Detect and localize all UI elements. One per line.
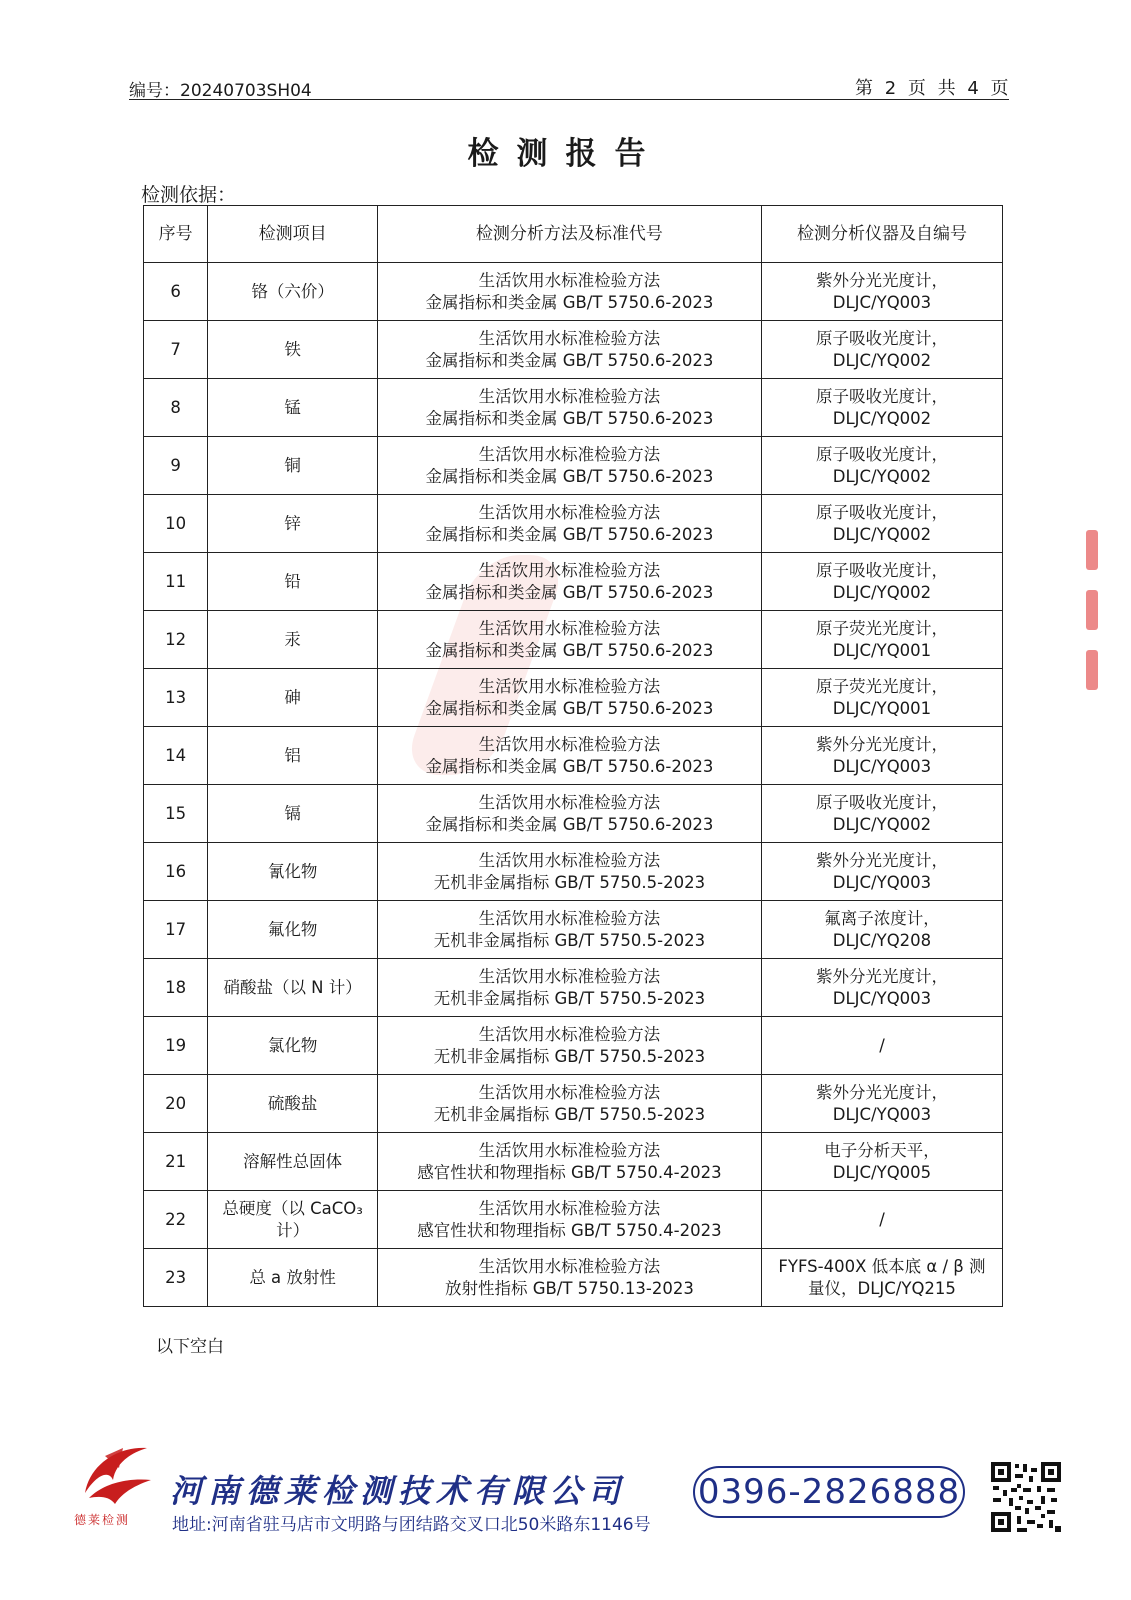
test-method-line: 生活饮用水标准检验方法 xyxy=(478,618,661,638)
row-number: 15 xyxy=(144,785,208,843)
table-row xyxy=(144,1133,1003,1191)
row-number: 19 xyxy=(144,1017,208,1075)
test-method-line: 金属指标和类金属 GB/T 5750.6-2023 xyxy=(425,350,714,370)
test-item: 铬（六价） xyxy=(208,263,378,321)
row-number: 18 xyxy=(144,959,208,1017)
instrument-line: DLJC/YQ003 xyxy=(832,988,932,1008)
instrument-cell xyxy=(761,495,1002,553)
qr-code-icon xyxy=(989,1460,1063,1534)
test-method-line: 无机非金属指标 GB/T 5750.5-2023 xyxy=(433,930,706,950)
test-method-line: 生活饮用水标准检验方法 xyxy=(478,734,661,754)
test-method-line: 金属指标和类金属 GB/T 5750.6-2023 xyxy=(425,582,714,602)
test-item: 总 a 放射性 xyxy=(208,1249,378,1307)
test-method-cell xyxy=(377,495,761,553)
instrument-line: DLJC/YQ003 xyxy=(832,756,932,776)
test-item: 总硬度（以 CaCO₃ 计） xyxy=(208,1191,378,1249)
table-row xyxy=(144,1249,1003,1307)
test-item: 锌 xyxy=(208,495,378,553)
test-method-line: 感官性状和物理指标 GB/T 5750.4-2023 xyxy=(417,1162,722,1182)
instrument-cell xyxy=(761,843,1002,901)
test-method-line: 金属指标和类金属 GB/T 5750.6-2023 xyxy=(425,756,714,776)
instrument-line: DLJC/YQ002 xyxy=(832,582,932,602)
instrument-line: DLJC/YQ002 xyxy=(832,350,932,370)
instrument-line: 原子吸收光度计， xyxy=(815,792,948,812)
test-method-line: 生活饮用水标准检验方法 xyxy=(478,560,661,580)
column-header-item: 检测项目 xyxy=(208,206,378,263)
instrument-line: / xyxy=(879,1209,885,1229)
row-number: 9 xyxy=(144,437,208,495)
instrument-line: DLJC/YQ002 xyxy=(832,524,932,544)
table-row xyxy=(144,553,1003,611)
seam-seal xyxy=(1086,530,1104,740)
test-item: 硝酸盐（以 N 计） xyxy=(208,959,378,1017)
test-method-cell xyxy=(377,263,761,321)
table-row xyxy=(144,379,1003,437)
instrument-line: DLJC/YQ001 xyxy=(832,698,932,718)
test-method-line: 生活饮用水标准检验方法 xyxy=(478,676,661,696)
instrument-line: DLJC/YQ003 xyxy=(832,1104,932,1124)
instrument-line: 电子分析天平， xyxy=(824,1140,940,1160)
table-row xyxy=(144,495,1003,553)
row-number: 7 xyxy=(144,321,208,379)
instrument-line: 紫外分光光度计， xyxy=(815,850,948,870)
table-row xyxy=(144,843,1003,901)
test-method-line: 无机非金属指标 GB/T 5750.5-2023 xyxy=(433,988,706,1008)
test-item: 砷 xyxy=(208,669,378,727)
test-method-line: 生活饮用水标准检验方法 xyxy=(478,1140,661,1160)
row-number: 21 xyxy=(144,1133,208,1191)
instrument-cell xyxy=(761,611,1002,669)
test-item: 镉 xyxy=(208,785,378,843)
table-body xyxy=(144,263,1003,1307)
test-method-cell xyxy=(377,727,761,785)
instrument-line: 原子荧光光度计， xyxy=(815,618,948,638)
instrument-line: DLJC/YQ001 xyxy=(832,640,932,660)
test-method-cell xyxy=(377,611,761,669)
test-method-line: 金属指标和类金属 GB/T 5750.6-2023 xyxy=(425,640,714,660)
test-method-line: 无机非金属指标 GB/T 5750.5-2023 xyxy=(433,1104,706,1124)
test-item: 氟化物 xyxy=(208,901,378,959)
test-method-line: 生活饮用水标准检验方法 xyxy=(478,1024,661,1044)
test-method-cell xyxy=(377,553,761,611)
logo-caption: 德莱检测 xyxy=(74,1513,131,1527)
test-method-line: 金属指标和类金属 GB/T 5750.6-2023 xyxy=(425,524,714,544)
table-row xyxy=(144,321,1003,379)
test-method-cell xyxy=(377,669,761,727)
test-method-cell xyxy=(377,843,761,901)
test-method-line: 生活饮用水标准检验方法 xyxy=(478,850,661,870)
instrument-cell xyxy=(761,1191,1002,1249)
row-number: 23 xyxy=(144,1249,208,1307)
column-header-instrument: 检测分析仪器及自编号 xyxy=(761,206,1002,263)
table-row xyxy=(144,1075,1003,1133)
column-header-no: 序号 xyxy=(144,206,208,263)
test-method-cell xyxy=(377,1249,761,1307)
instrument-line: DLJC/YQ002 xyxy=(832,466,932,486)
test-item: 锰 xyxy=(208,379,378,437)
test-method-line: 生活饮用水标准检验方法 xyxy=(478,386,661,406)
table-row xyxy=(144,785,1003,843)
row-number: 11 xyxy=(144,553,208,611)
instrument-line: DLJC/YQ002 xyxy=(832,814,932,834)
instrument-line: 紫外分光光度计， xyxy=(815,270,948,290)
report-number: 编号：20240703SH04 xyxy=(129,81,312,101)
table-header-row xyxy=(144,206,1003,263)
instrument-cell xyxy=(761,1075,1002,1133)
test-method-line: 无机非金属指标 GB/T 5750.5-2023 xyxy=(433,1046,706,1066)
instrument-cell xyxy=(761,727,1002,785)
test-item: 氯化物 xyxy=(208,1017,378,1075)
test-method-line: 无机非金属指标 GB/T 5750.5-2023 xyxy=(433,872,706,892)
table-row xyxy=(144,611,1003,669)
instrument-line: 原子吸收光度计， xyxy=(815,560,948,580)
instrument-cell xyxy=(761,379,1002,437)
instrument-cell xyxy=(761,669,1002,727)
test-method-line: 金属指标和类金属 GB/T 5750.6-2023 xyxy=(425,408,714,428)
instrument-line: 紫外分光光度计， xyxy=(815,966,948,986)
company-name: 河南德莱检测技术有限公司 xyxy=(170,1472,627,1510)
instrument-cell xyxy=(761,959,1002,1017)
test-method-line: 生活饮用水标准检验方法 xyxy=(478,1198,661,1218)
test-item: 氰化物 xyxy=(208,843,378,901)
instrument-line: DLJC/YQ003 xyxy=(832,292,932,312)
test-method-line: 感官性状和物理指标 GB/T 5750.4-2023 xyxy=(417,1220,722,1240)
instrument-line: DLJC/YQ208 xyxy=(832,930,932,950)
test-method-line: 金属指标和类金属 GB/T 5750.6-2023 xyxy=(425,698,714,718)
test-method-cell xyxy=(377,1133,761,1191)
test-method-line: 生活饮用水标准检验方法 xyxy=(478,328,661,348)
table-row xyxy=(144,263,1003,321)
test-item: 溶解性总固体 xyxy=(208,1133,378,1191)
instrument-line: 紫外分光光度计， xyxy=(815,1082,948,1102)
test-item: 硫酸盐 xyxy=(208,1075,378,1133)
test-method-line: 生活饮用水标准检验方法 xyxy=(478,908,661,928)
test-item: 铅 xyxy=(208,553,378,611)
test-method-line: 生活饮用水标准检验方法 xyxy=(478,1256,661,1276)
instrument-line: / xyxy=(879,1035,885,1055)
instrument-line: 量仪，DLJC/YQ215 xyxy=(808,1278,956,1298)
instrument-cell xyxy=(761,901,1002,959)
test-method-cell xyxy=(377,321,761,379)
test-method-line: 生活饮用水标准检验方法 xyxy=(478,966,661,986)
test-item: 铝 xyxy=(208,727,378,785)
instrument-cell xyxy=(761,785,1002,843)
instrument-line: 原子吸收光度计， xyxy=(815,328,948,348)
test-method-line: 生活饮用水标准检验方法 xyxy=(478,1082,661,1102)
page-info: 第 2 页 共 4 页 xyxy=(855,78,1012,99)
instrument-line: 原子吸收光度计， xyxy=(815,386,948,406)
table-row xyxy=(144,669,1003,727)
test-method-cell xyxy=(377,379,761,437)
table-row xyxy=(144,727,1003,785)
row-number: 8 xyxy=(144,379,208,437)
row-number: 16 xyxy=(144,843,208,901)
instrument-cell xyxy=(761,321,1002,379)
test-method-cell xyxy=(377,1075,761,1133)
instrument-line: DLJC/YQ003 xyxy=(832,872,932,892)
column-header-method: 检测分析方法及标准代号 xyxy=(377,206,761,263)
test-method-line: 生活饮用水标准检验方法 xyxy=(478,792,661,812)
instrument-line: 原子荧光光度计， xyxy=(815,676,948,696)
instrument-line: 原子吸收光度计， xyxy=(815,444,948,464)
company-logo-icon xyxy=(75,1438,155,1508)
test-method-cell xyxy=(377,437,761,495)
instrument-cell xyxy=(761,437,1002,495)
test-method-cell xyxy=(377,785,761,843)
test-method-line: 生活饮用水标准检验方法 xyxy=(478,270,661,290)
test-basis-table xyxy=(143,205,1003,1307)
row-number: 22 xyxy=(144,1191,208,1249)
document-title: 检测报告 xyxy=(467,136,664,172)
test-method-line: 放射性指标 GB/T 5750.13-2023 xyxy=(444,1278,694,1298)
instrument-cell xyxy=(761,1133,1002,1191)
test-method-line: 生活饮用水标准检验方法 xyxy=(478,444,661,464)
test-method-line: 金属指标和类金属 GB/T 5750.6-2023 xyxy=(425,292,714,312)
company-address: 地址:河南省驻马店市文明路与团结路交叉口北50米路东1146号 xyxy=(172,1515,651,1535)
test-method-line: 金属指标和类金属 GB/T 5750.6-2023 xyxy=(425,814,714,834)
header-divider xyxy=(129,99,1009,100)
row-number: 6 xyxy=(144,263,208,321)
blank-note: 以下空白 xyxy=(156,1337,224,1357)
section-label: 检测依据： xyxy=(141,184,237,206)
instrument-line: DLJC/YQ005 xyxy=(832,1162,932,1182)
row-number: 13 xyxy=(144,669,208,727)
instrument-line: 氟离子浓度计， xyxy=(824,908,940,928)
test-method-cell xyxy=(377,1017,761,1075)
table-row xyxy=(144,437,1003,495)
test-method-line: 生活饮用水标准检验方法 xyxy=(478,502,661,522)
instrument-cell xyxy=(761,1249,1002,1307)
test-method-cell xyxy=(377,959,761,1017)
company-phone: 0396-2826888 xyxy=(693,1466,965,1518)
test-method-cell xyxy=(377,1191,761,1249)
test-method-line: 金属指标和类金属 GB/T 5750.6-2023 xyxy=(425,466,714,486)
row-number: 20 xyxy=(144,1075,208,1133)
instrument-cell xyxy=(761,1017,1002,1075)
table-row xyxy=(144,1017,1003,1075)
table-row xyxy=(144,1191,1003,1249)
instrument-line: 原子吸收光度计， xyxy=(815,502,948,522)
instrument-line: 紫外分光光度计， xyxy=(815,734,948,754)
instrument-line: DLJC/YQ002 xyxy=(832,408,932,428)
table-row xyxy=(144,901,1003,959)
test-item: 铁 xyxy=(208,321,378,379)
instrument-line: FYFS-400X 低本底 α / β 测 xyxy=(778,1256,986,1276)
table-row xyxy=(144,959,1003,1017)
instrument-cell xyxy=(761,263,1002,321)
row-number: 17 xyxy=(144,901,208,959)
test-item: 汞 xyxy=(208,611,378,669)
row-number: 12 xyxy=(144,611,208,669)
test-method-cell xyxy=(377,901,761,959)
row-number: 14 xyxy=(144,727,208,785)
test-item: 铜 xyxy=(208,437,378,495)
instrument-cell xyxy=(761,553,1002,611)
row-number: 10 xyxy=(144,495,208,553)
